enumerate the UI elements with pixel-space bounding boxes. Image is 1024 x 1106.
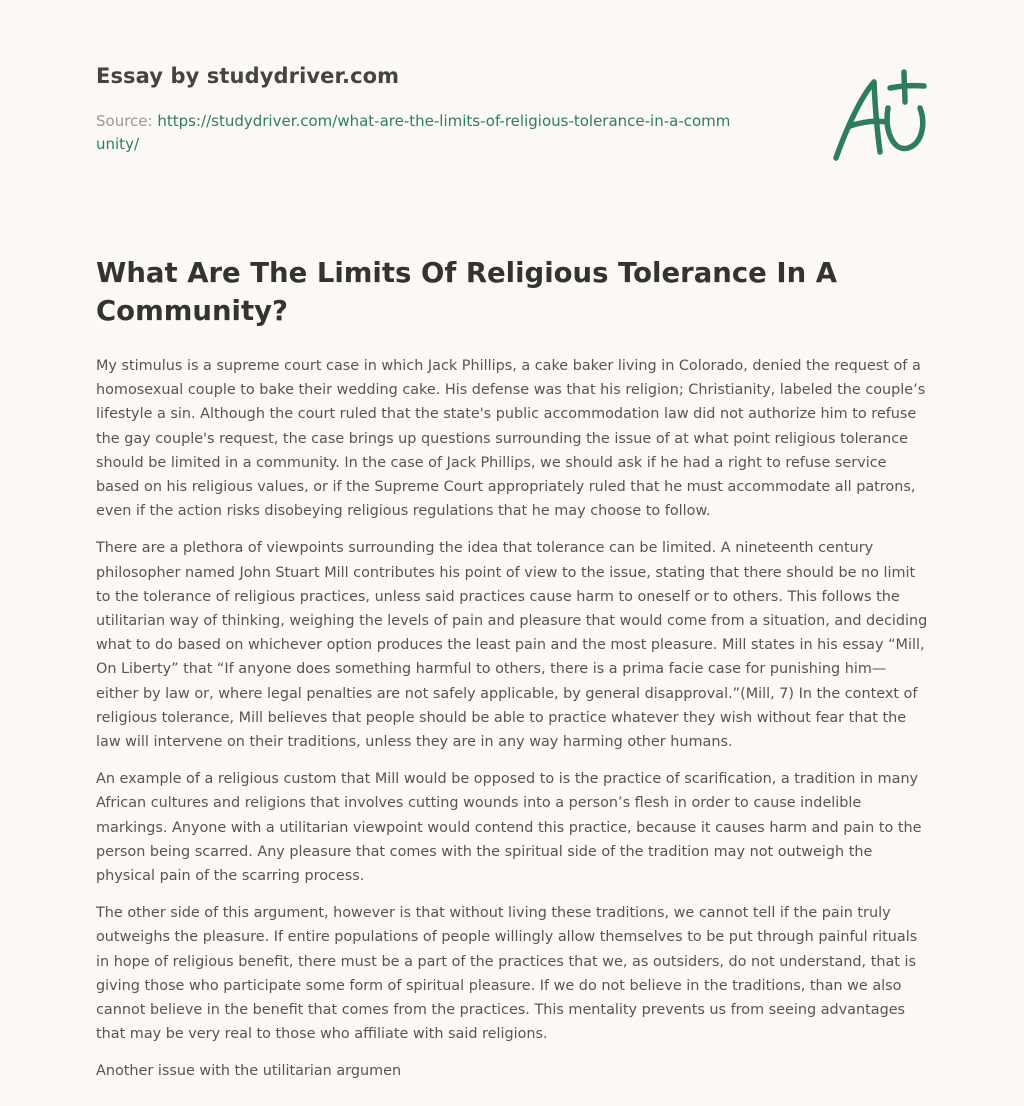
- source-link[interactable]: https://studydriver.com/what-are-the-limits-of-religious-tolerance-in-a-community/: [96, 112, 731, 153]
- essay-paragraph: My stimulus is a supreme court case in which Jack Phillips, a cake baker living in Colorado, denied the request of a homosexual couple to bake their wedding cake. His defense was that his religion; Christianity, labeled the couple’s lifestyle a sin. Although the court ruled that the state's public accommodation law did not authorize him to refuse the gay couple's request, the case brings up questions surrounding the issue of at what point religious tolerance should be limited in a community. In the case of Jack Phillips, we should ask if he had a right to refuse service based on his religious values, or if the Supreme Court appropriately ruled that he must accommodate all patrons, even if the action risks disobeying religious regulations that he may choose to follow.: [96, 358, 926, 520]
- essay-paragraph-truncated: Another issue with the utilitarian argumen: [96, 1063, 402, 1080]
- essay-title: What Are The Limits Of Religious Tolerance In A Community?: [96, 257, 838, 327]
- essay-paragraph: An example of a religious custom that Mill would be opposed to is the practice of scarification, a tradition in many African cultures and religions that involves cutting wounds into a person’s flesh in order to cause indelible markings. Anyone with a utilitarian viewpoint would contend this practice, because it causes harm and pain to the person being scarred. Any pleasure that comes with the spiritual side of the tradition may not outweigh the physical pain of the scarring process.: [96, 771, 922, 885]
- source-line: [96, 110, 736, 156]
- essay-paragraph: There are a plethora of viewpoints surrounding the idea that tolerance can be limited. A nineteenth century philosopher named John Stuart Mill contributes his point of view to the issue, stating that there should be no limit to the tolerance of religious practices, unless said practices cause harm to oneself or to others. This follows the utilitarian way of thinking, weighing the levels of pain and pleasure that would come from a situation, and deciding what to do based on whichever option produces the least pain and the most pleasure. Mill states in his essay “Mill, On Liberty” that “If anyone does something harmful to others, there is a prima facie case for punishing him—either by law or, where legal penalties are not safely applicable, by general disapproval.”(Mill, 7) In the context of religious tolerance, Mill believes that people should be able to practice whatever they wish without fear that the law will intervene on their traditions, unless they are in any way harming other humans.: [96, 540, 928, 751]
- site-brand: Essay by studydriver.com: [96, 64, 400, 88]
- essay-paragraph: The other side of this argument, however is that without living these traditions, we cannot tell if the pain truly outweighs the pleasure. If entire populations of people willingly allow themselves to be put through painful rituals in hope of religious benefit, there must be a part of the practices that we, as outsiders, do not understand, that is giving those who participate some form of spiritual pleasure. If we do not believe in the traditions, than we also cannot believe in the benefit that comes from the practices. This mentality prevents us from seeing advantages that may be very real to those who affiliate with said religions.: [96, 905, 918, 1043]
- a-plus-grade-icon: [828, 68, 932, 166]
- source-label: Source:: [96, 112, 153, 130]
- essay-body: [96, 354, 928, 1097]
- page-header: [96, 0, 928, 230]
